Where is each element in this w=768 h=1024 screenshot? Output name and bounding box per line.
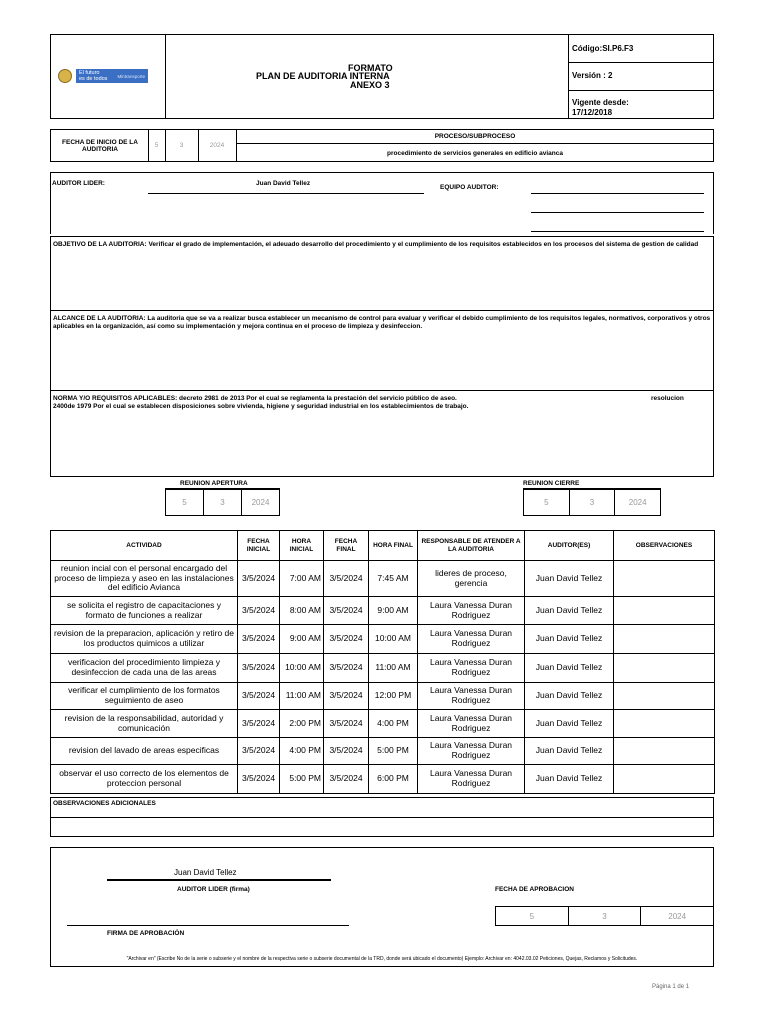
observaciones-cell xyxy=(614,654,715,683)
fecha-final-cell: 3/5/2024 xyxy=(324,597,369,625)
vigente-date: 17/12/2018 xyxy=(572,108,613,117)
fecha-inicial-cell: 3/5/2024 xyxy=(238,625,280,654)
auditor-cell: Juan David Tellez xyxy=(525,654,614,683)
table-row xyxy=(51,683,715,710)
observaciones-adicionales-label: OBSERVACIONES ADICIONALES xyxy=(53,800,156,807)
fecha-inicio-label: FECHA DE INICIO DE LA AUDITORIA xyxy=(62,138,138,153)
reunion-cierre-month: 3 xyxy=(570,490,616,515)
auditor-cell: Juan David Tellez xyxy=(525,683,614,710)
hora-inicial-cell: 11:00 AM xyxy=(280,683,324,710)
auditor-cell: Juan David Tellez xyxy=(525,765,614,794)
objetivo-text: OBJETIVO DE LA AUDITORIA: Verificar el grado de implementación, el adeuado desarrollo del procedimiento y el cumplimiento de los requisitos establecidos en los procesos del sistema de gestion de calidad xyxy=(53,241,699,248)
responsable-cell: Laura Vanessa Duran Rodriguez xyxy=(418,710,525,738)
responsable-cell: lideres de proceso, gerencia xyxy=(418,561,525,597)
auditor-lider-label: AUDITOR LIDER: xyxy=(52,180,105,187)
table-row xyxy=(51,597,715,625)
reunion-cierre-day: 5 xyxy=(524,490,570,515)
responsable-cell: Laura Vanessa Duran Rodriguez xyxy=(418,625,525,654)
observaciones-cell xyxy=(614,683,715,710)
hora-final-cell: 7:45 AM xyxy=(369,561,418,597)
actividad-cell: se solicita el registro de capacitaciones y formato de funciones a realizar xyxy=(51,597,238,625)
hora-final-cell: 5:00 PM xyxy=(369,738,418,765)
col-hora-final: HORA FINAL xyxy=(369,531,418,561)
footer-note: "Archivar en" (Escribe No de la serie o subserie y el nombre de la respectiva serie o subserie documental de la TRD, donde será ubicado el documento) Ejemplo: Archivar en: 4042.03.02 Peticiones, Quejas, Reclamos y Solicitudes. xyxy=(126,956,638,962)
equipo-auditor-label: EQUIPO AUDITOR: xyxy=(440,184,499,191)
fecha-inicial-cell: 3/5/2024 xyxy=(238,710,280,738)
plan-title: PLAN DE AUDITORIA INTERNA xyxy=(256,71,390,81)
reunion-apertura-label: REUNION APERTURA xyxy=(180,480,248,487)
aprob-day: 5 xyxy=(496,907,569,925)
fecha-inicial-cell: 3/5/2024 xyxy=(238,683,280,710)
hora-final-cell: 11:00 AM xyxy=(369,654,418,683)
table-header-row xyxy=(51,531,715,561)
actividad-cell: revision del lavado de areas especificas xyxy=(51,738,238,765)
hora-inicial-cell: 7:00 AM xyxy=(280,561,324,597)
auditor-cell: Juan David Tellez xyxy=(525,561,614,597)
norma-line2: 2400de 1979 Por el cual se establecen disposiciones sobre vivienda, higiene y seguridad industrial en los establecimientos de trabajo. xyxy=(53,403,469,411)
fecha-inicial-cell: 3/5/2024 xyxy=(238,561,280,597)
hora-inicial-cell: 8:00 AM xyxy=(280,597,324,625)
auditor-firma-label: AUDITOR LIDER (firma) xyxy=(177,886,250,893)
hora-inicial-cell: 9:00 AM xyxy=(280,625,324,654)
responsable-cell: Laura Vanessa Duran Rodriguez xyxy=(418,654,525,683)
fecha-final-cell: 3/5/2024 xyxy=(324,625,369,654)
hora-inicial-cell: 5:00 PM xyxy=(280,765,324,794)
fecha-inicial-cell: 3/5/2024 xyxy=(238,597,280,625)
logo-ministry: Mintransporte xyxy=(117,73,145,79)
auditor-cell: Juan David Tellez xyxy=(525,625,614,654)
proceso-label: PROCESO/SUBPROCESO xyxy=(434,133,516,140)
norma-line1: NORMA Y/O REQUISITOS APLICABLES: decreto 2981 de 2013 Por el cual se reglamenta la prestación del servicio público de aseo. xyxy=(53,395,457,402)
fecha-inicio-month: 3 xyxy=(179,142,184,149)
logo xyxy=(58,68,166,84)
alcance-text: ALCANCE DE LA AUDITORIA: La auditoria que se va a realizar busca establecer un mecanismo de control para evaluar y verificar el debido cumplimiento de los requisitos legales, normativos, corporativos y otros aplicables en la organización, así como su implementación y mejora continua en el proceso de limpieza y desinfeccion. xyxy=(53,315,711,331)
col-hora-inicial: HORA INICIAL xyxy=(280,531,324,561)
fecha-final-cell: 3/5/2024 xyxy=(324,710,369,738)
activities-table xyxy=(50,530,715,794)
responsable-cell: Laura Vanessa Duran Rodriguez xyxy=(418,597,525,625)
table-row xyxy=(51,710,715,738)
reunion-apertura-year: 2024 xyxy=(251,498,270,507)
fecha-final-cell: 3/5/2024 xyxy=(324,654,369,683)
version: Versión : 2 xyxy=(572,71,613,80)
proceso-value: procedimiento de servicios generales en edificio avianca xyxy=(387,149,563,157)
norma-resolucion: resolucion xyxy=(651,395,684,402)
actividad-cell: observar el uso correcto de los elementos de proteccion personal xyxy=(51,765,238,794)
fecha-inicial-cell: 3/5/2024 xyxy=(238,738,280,765)
observaciones-cell xyxy=(614,765,715,794)
col-responsable: RESPONSABLE DE ATENDER A LA AUDITORIA xyxy=(418,531,525,561)
col-fecha-inicial: FECHA INICIAL xyxy=(238,531,280,561)
actividad-cell: reunion incial con el personal encargado del proceso de limpieza y aseo en las instalaciones del edificio Avianca xyxy=(51,561,238,597)
reunion-cierre-label: REUNION CIERRE xyxy=(523,480,580,487)
hora-final-cell: 10:00 AM xyxy=(369,625,418,654)
codigo: Código:SI.P6.F3 xyxy=(572,44,634,53)
col-auditores: AUDITOR(ES) xyxy=(525,531,614,561)
table-row xyxy=(51,561,715,597)
table-row xyxy=(51,654,715,683)
formato-title: FORMATO xyxy=(348,63,393,73)
fecha-inicial-cell: 3/5/2024 xyxy=(238,765,280,794)
anexo-title: ANEXO 3 xyxy=(350,80,390,90)
actividad-cell: verificar el cumplimiento de los formatos seguimiento de aseo xyxy=(51,683,238,710)
hora-final-cell: 9:00 AM xyxy=(369,597,418,625)
actividad-cell: revision de la preparacion, aplicación y retiro de los productos quimicos a utilizar xyxy=(51,625,238,654)
table-row xyxy=(51,765,715,794)
coat-of-arms-icon xyxy=(58,69,72,83)
aprob-year: 2024 xyxy=(668,911,687,921)
responsable-cell: Laura Vanessa Duran Rodriguez xyxy=(418,683,525,710)
hora-final-cell: 6:00 PM xyxy=(369,765,418,794)
auditor-cell: Juan David Tellez xyxy=(525,710,614,738)
hora-final-cell: 4:00 PM xyxy=(369,710,418,738)
vigente-label: Vigente desde: xyxy=(572,98,629,107)
fecha-final-cell: 3/5/2024 xyxy=(324,765,369,794)
col-observaciones: OBSERVACIONES xyxy=(614,531,715,561)
observaciones-cell xyxy=(614,738,715,765)
hora-final-cell: 12:00 PM xyxy=(369,683,418,710)
firma-aprobacion-label: FIRMA DE APROBACIÓN xyxy=(107,930,185,937)
reunion-apertura-month: 3 xyxy=(204,490,242,515)
logo-line2: es de todos xyxy=(79,76,108,82)
col-actividad: ACTIVIDAD xyxy=(51,531,238,561)
reunion-cierre-year: 2024 xyxy=(628,498,647,507)
observaciones-cell xyxy=(614,597,715,625)
fecha-final-cell: 3/5/2024 xyxy=(324,683,369,710)
fecha-final-cell: 3/5/2024 xyxy=(324,738,369,765)
logo-line1: El futuro xyxy=(79,70,100,76)
actividad-cell: verificacion del procedimiento limpieza y desinfeccion de cada una de las areas xyxy=(51,654,238,683)
hora-inicial-cell: 4:00 PM xyxy=(280,738,324,765)
fecha-final-cell: 3/5/2024 xyxy=(324,561,369,597)
reunion-apertura-day: 5 xyxy=(166,490,204,515)
reunion-cierre-date xyxy=(523,489,661,516)
table-row xyxy=(51,625,715,654)
responsable-cell: Laura Vanessa Duran Rodriguez xyxy=(418,738,525,765)
page-number: Página 1 de 1 xyxy=(652,984,690,990)
fecha-inicial-cell: 3/5/2024 xyxy=(238,654,280,683)
hora-inicial-cell: 10:00 AM xyxy=(280,654,324,683)
auditor-cell: Juan David Tellez xyxy=(525,597,614,625)
observaciones-cell xyxy=(614,625,715,654)
fecha-inicio-day: 5 xyxy=(154,142,159,149)
responsable-cell: Laura Vanessa Duran Rodriguez xyxy=(418,765,525,794)
auditor-cell: Juan David Tellez xyxy=(525,738,614,765)
fecha-aprobacion-date xyxy=(495,906,714,926)
auditor-signature-name: Juan David Tellez xyxy=(174,868,237,877)
table-row xyxy=(51,738,715,765)
fecha-aprobacion-label: FECHA DE APROBACION xyxy=(495,886,574,893)
auditor-lider-value: Juan David Tellez xyxy=(256,180,311,187)
hora-inicial-cell: 2:00 PM xyxy=(280,710,324,738)
observaciones-cell xyxy=(614,710,715,738)
observaciones-cell xyxy=(614,561,715,597)
col-fecha-final: FECHA FINAL xyxy=(324,531,369,561)
fecha-inicio-year: 2024 xyxy=(209,142,225,149)
actividad-cell: revision de la responsabilidad, autoridad y comunicación xyxy=(51,710,238,738)
reunion-apertura-date xyxy=(165,489,280,516)
aprob-month: 3 xyxy=(569,907,642,925)
